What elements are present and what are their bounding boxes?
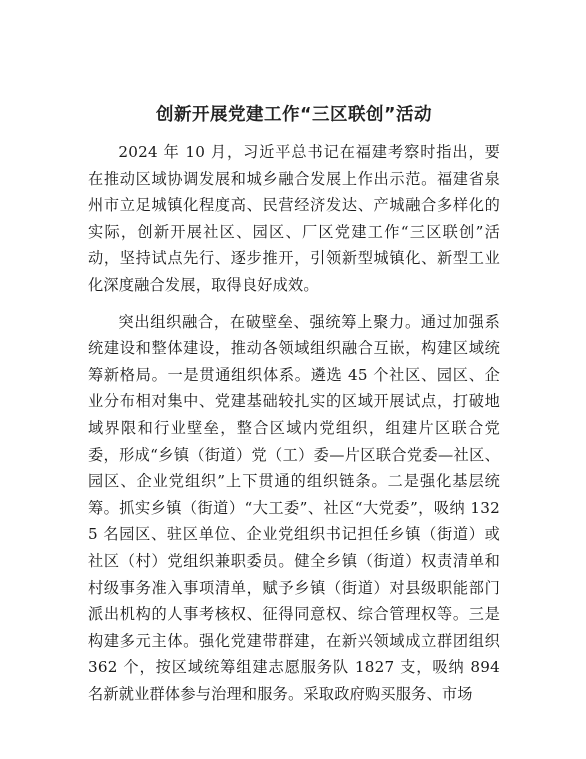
body-paragraph-2: 突出组织融合，在破壁垒、强统筹上聚力。通过加强系统建设和整体建设，推动各领域组织融合互嵌，构建区域统筹新格局。一是贯通组织体系。遴选 45 个社区、园区、企业分布相对集中、党建基础较扎实的区域开展试点，打破地域界限和行业壁垒，整合区域内党组织，组建片区联合党委，形成“乡镇（街道）党（工）委—片区联合党委—社区、园区、企业党组织”上下贯通的组织链条。二是强化基层统筹。抓实乡镇（街道）“大工委”、社区“大党委”，吸纳 1325 名园区、驻区单位、企业党组织书记担任乡镇（街道）或社区（村）党组织兼职委员。健全乡镇（街道）权责清单和村级事务准入事项清单，赋予乡镇（街道）对县级职能部门派出机构的人事考核权、征得同意权、综合管理权等。三是构建多元主体。强化党建带群建，在新兴领域成立群团组织 362 个，按区域统筹组建志愿服务队 1827 支，吸纳 894 名新就业群体参与治理和服务。采取政府购买服务、市场 <box>88 312 500 703</box>
document-page <box>88 101 500 717</box>
body-paragraph-1: 2024 年 10 月，习近平总书记在福建考察时指出，要在推动区域协调发展和城乡融合发展上作出示范。福建省泉州市立足城镇化程度高、民营经济发达、产城融合多样化的实际，创新开展社区、园区、厂区党建工作“三区联创”活动，坚持试点先行、逐步推开，引领新型城镇化、新型工业化深度融合发展，取得良好成效。 <box>88 143 500 294</box>
document-title: 创新开展党建工作“三区联创”活动 <box>155 105 432 125</box>
